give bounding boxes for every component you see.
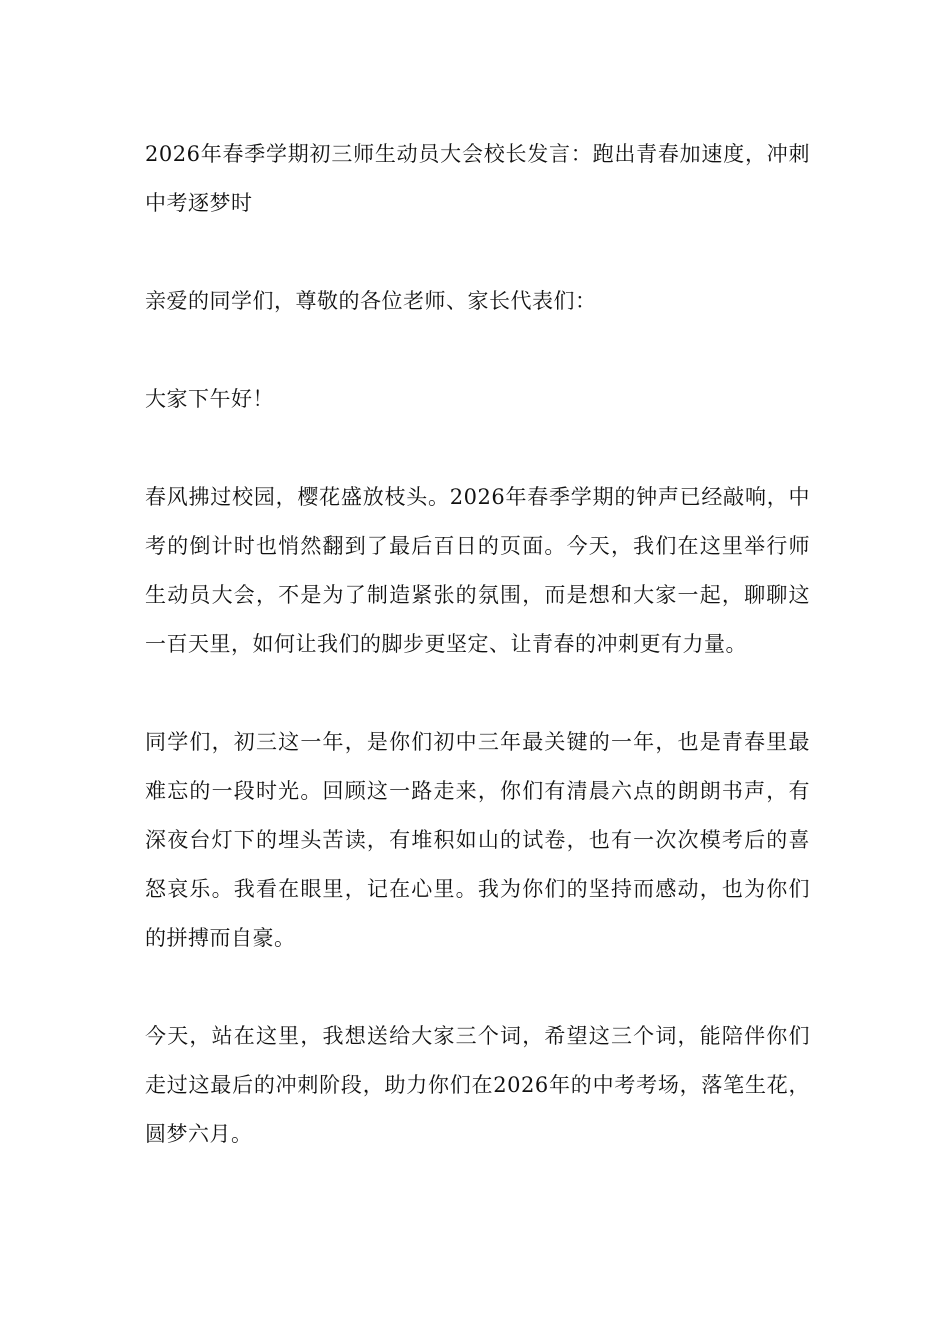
body-paragraph: 今天，站在这里，我想送给大家三个词，希望这三个词，能陪伴你们走过这最后的冲刺阶段，助力你们在2026年的中考考场，落笔生花，圆梦六月。: [145, 1024, 810, 1146]
body-paragraph: 春风拂过校园，樱花盛放枝头。2026年春季学期的钟声已经敲响，中考的倒计时也悄然翻到了最后百日的页面。今天，我们在这里举行师生动员大会，不是为了制造紧张的氛围，而是想和大家一起，聊聊这一百天里，如何让我们的脚步更坚定、让青春的冲刺更有力量。: [145, 485, 810, 656]
greeting-paragraph: 大家下午好！: [145, 387, 274, 411]
document-body: [145, 130, 810, 1208]
salutation-paragraph: 亲爱的同学们，尊敬的各位老师、家长代表们：: [145, 289, 597, 313]
body-paragraph: 同学们，初三这一年，是你们初中三年最关键的一年，也是青春里最难忘的一段时光。回顾这一路走来，你们有清晨六点的朗朗书声，有深夜台灯下的埋头苦读，有堆积如山的试卷，也有一次次模考后的喜怒哀乐。我看在眼里，记在心里。我为你们的坚持而感动，也为你们的拼搏而自豪。: [145, 730, 810, 950]
document-title: 2026年春季学期初三师生动员大会校长发言：跑出青春加速度，冲刺中考逐梦时: [145, 142, 810, 215]
